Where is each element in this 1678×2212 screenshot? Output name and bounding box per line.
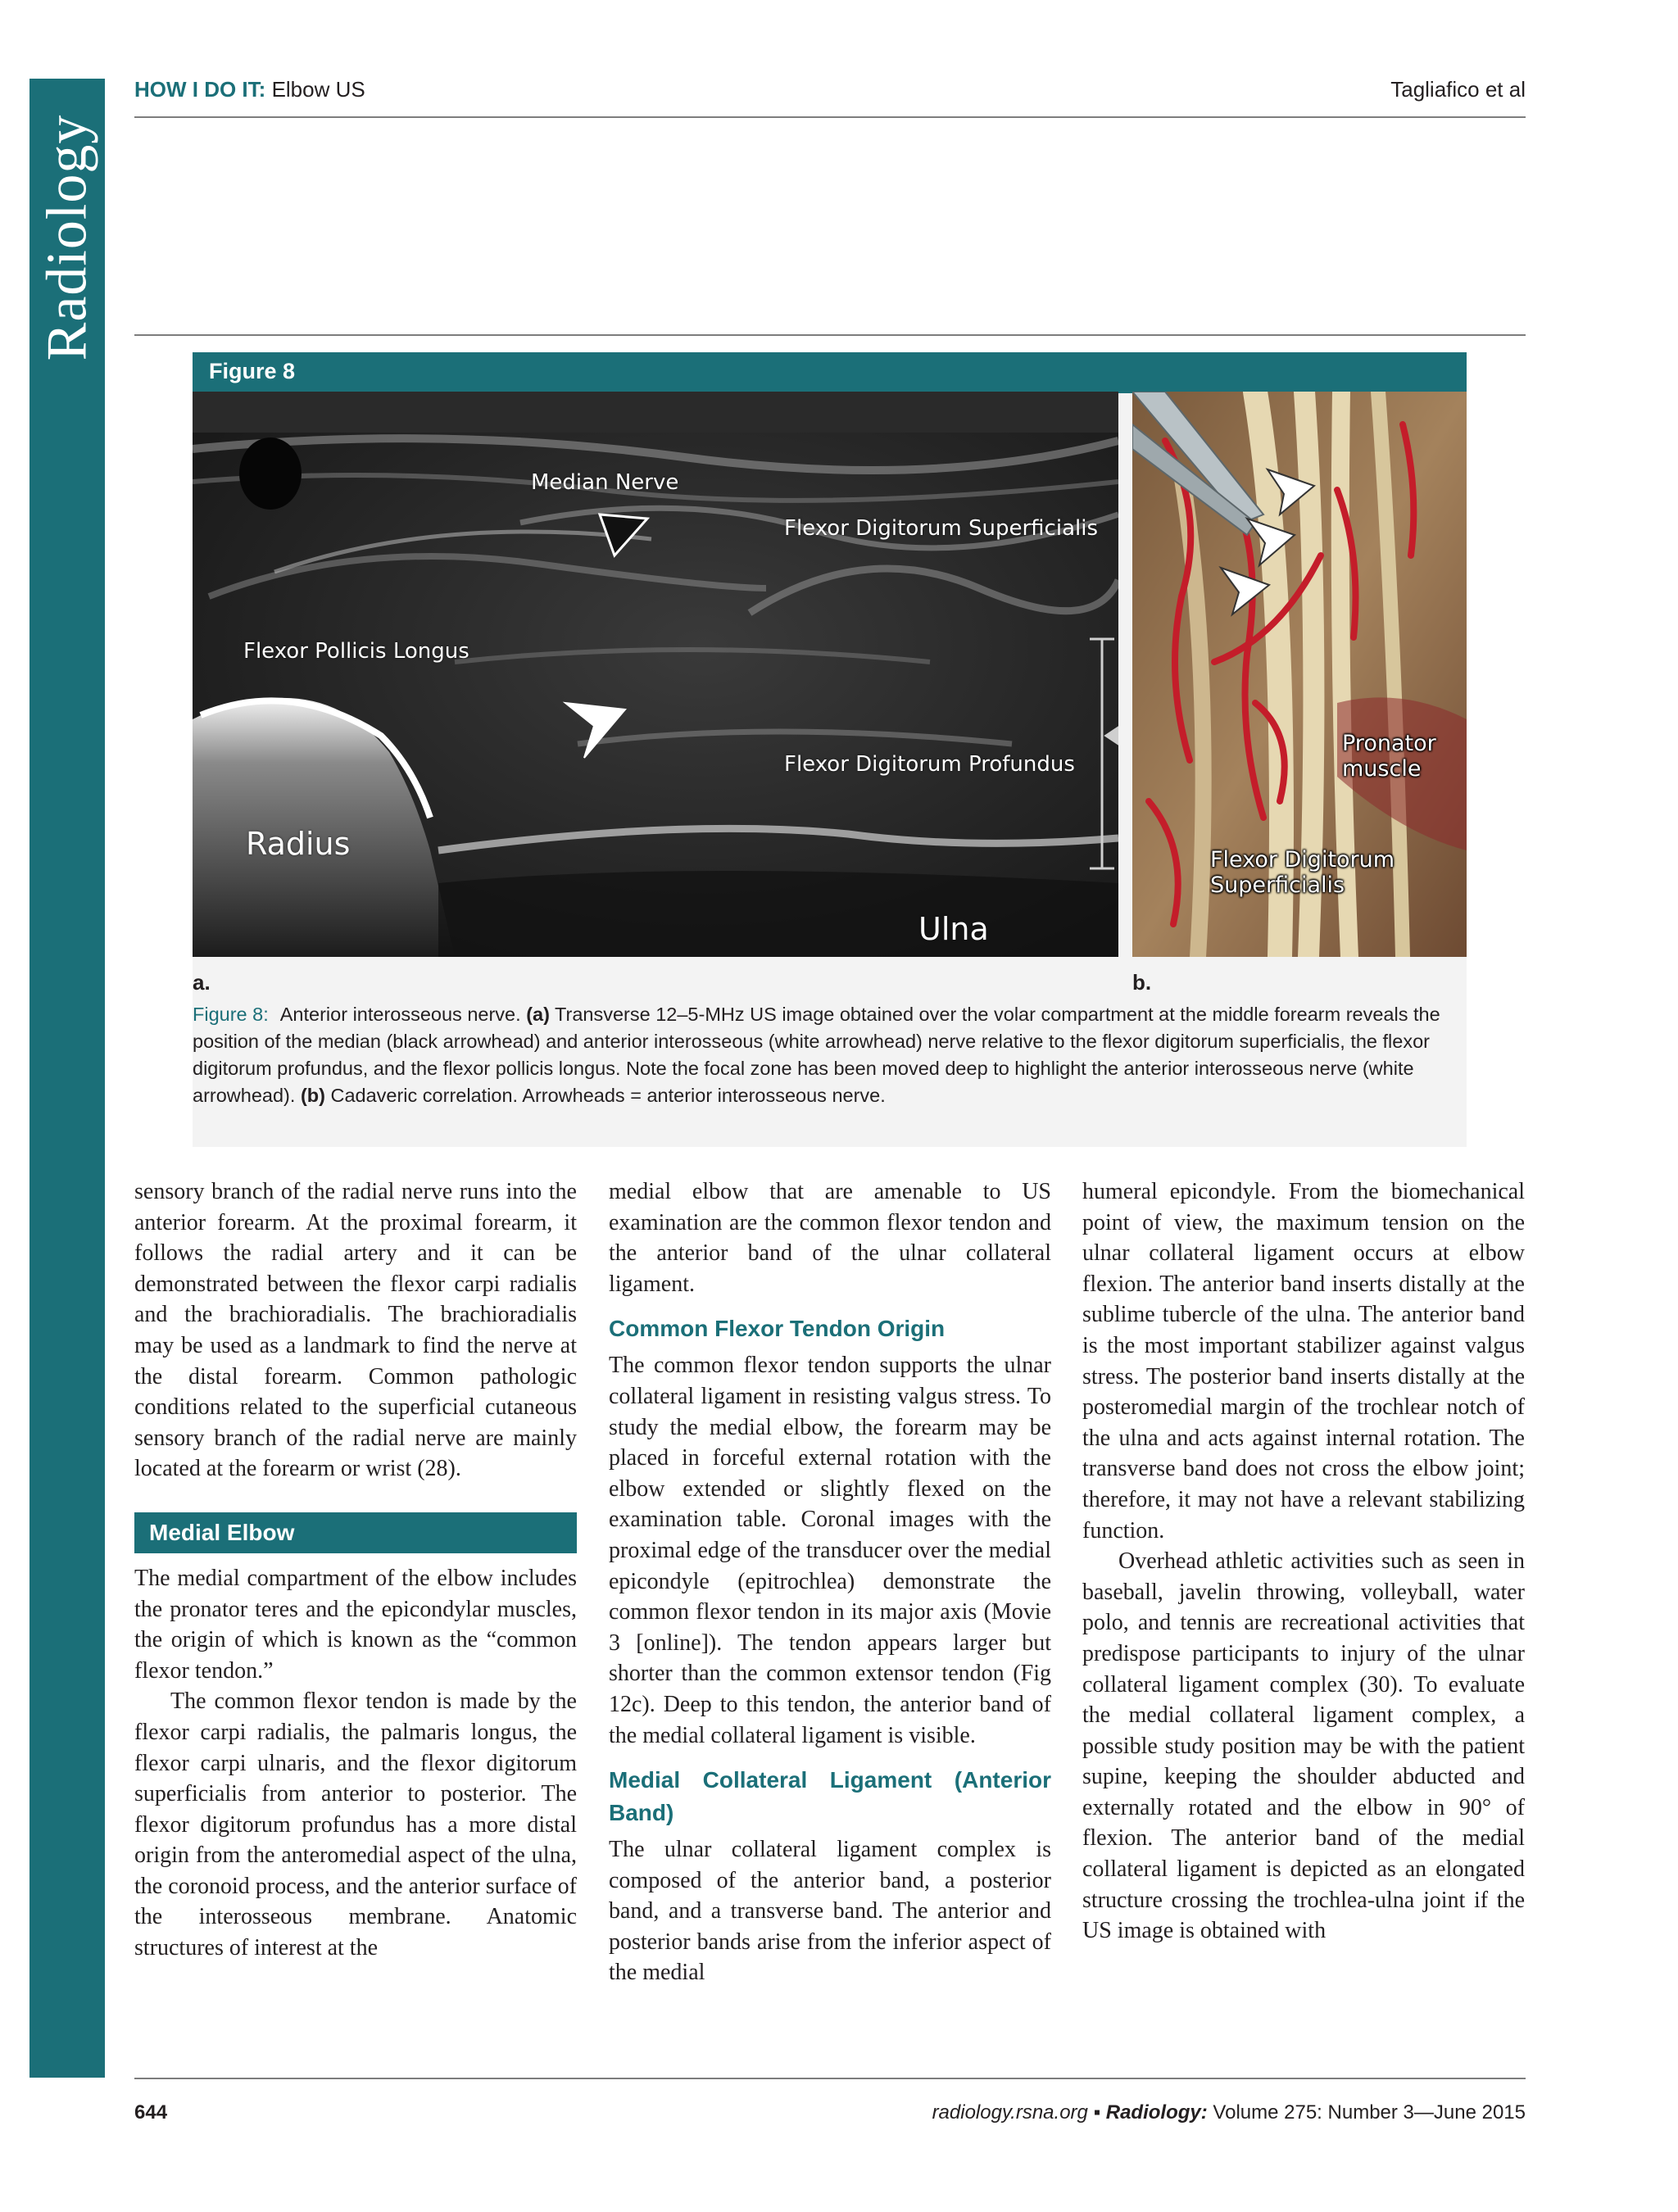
journal-spine <box>29 79 105 2078</box>
page-footer <box>134 2101 1526 2124</box>
pronator-label-line1: Pronator <box>1342 731 1436 756</box>
section-heading-medial-elbow: Medial Elbow <box>134 1512 577 1553</box>
section-title: Elbow US <box>271 77 365 102</box>
fds-label: Flexor Digitorum Superficialis <box>784 516 1098 541</box>
fdp-label: Flexor Digitorum Profundus <box>784 752 1075 777</box>
text-column-3 <box>1082 1176 1525 1947</box>
page-number: 644 <box>134 2101 168 2124</box>
panel-a-letter: a. <box>193 970 211 995</box>
paragraph: The common flexor tendon is made by the flexor carpi radialis, the palmaris longus, the flexor carpi ulnaris, and the flexor digitorum superficialis from anterior to posterior. The flexor digitorum profundus has a more distal origin from the anteromedial aspect of the ulna, the coronoid process, and the anterior surface of the interosseous membrane. Anatomic structures of interest at the <box>134 1688 577 1961</box>
figure-title: Figure 8 <box>209 359 296 383</box>
text-column-2 <box>609 1176 1051 1988</box>
footer-bullet: ▪ <box>1093 2101 1101 2124</box>
header-rule <box>134 116 1526 118</box>
journal-name: Radiology: <box>1105 2101 1208 2124</box>
median-nerve-label: Median Nerve <box>531 470 679 495</box>
panel-b-letter: b. <box>1132 970 1152 995</box>
paragraph: humeral epicondyle. From the biomechanical point of view, the maximum tension on the ulnar collateral ligament occurs at elbow flexion. The anterior band inserts distally at the sublime tubercle of the ulna. The anterior band is the most important stabilizer against valgus stress. The posterior band inserts distally at the posteromedial margin of the trochlear notch of the ulna and acts against internal rotation. The transverse band does not cross the elbow joint; therefore, it may not have a relevant stabilizing function. <box>1082 1179 1525 1543</box>
ultrasound-image <box>193 392 1118 957</box>
paragraph: medial elbow that are amenable to US examination are the common flexor tendon and the anterior band of the ulnar collateral ligament. <box>609 1179 1051 1297</box>
pronator-label-line2: muscle <box>1342 756 1422 782</box>
authors: Tagliafico et al <box>1390 77 1526 102</box>
cadaver-photo <box>1132 392 1467 957</box>
radius-label: Radius <box>246 826 351 862</box>
paragraph: Overhead athletic activities such as seen in baseball, javelin throwing, volleyball, water polo, and tennis are recreational activities that predispose participants to injury of the ulnar collateral ligament complex (30). To evaluate the medial collateral ligament complex, a possible study position may be with the patient supine, keeping the shoulder abducted and externally rotated and the elbow in 90° of flexion. The anterior band of the medial collateral ligament is depicted as an elongated structure crossing the trochlea-ulna joint if the US image is obtained with <box>1082 1548 1525 1944</box>
section-label: HOW I DO IT: <box>134 77 266 102</box>
ulna-label: Ulna <box>918 911 989 947</box>
fds-photo-label-line1: Flexor Digitorum <box>1210 847 1395 873</box>
figure-title-bar <box>193 352 1467 393</box>
running-head <box>134 77 1526 115</box>
paragraph: The medial compartment of the elbow includes the pronator teres and the epicondylar muscles, the origin of which is known as the “common flexor tendon.” <box>134 1565 577 1684</box>
text-column-1 <box>134 1176 577 1964</box>
issue-info: Volume 275: Number 3—June 2015 <box>1213 2101 1526 2124</box>
journal-spine-title: Radiology <box>35 114 98 361</box>
footer-rule <box>134 2078 1526 2079</box>
subheading-mcl: Medial Collateral Ligament (Anterior Band) <box>609 1767 1051 1826</box>
paragraph: The common flexor tendon supports the ulnar collateral ligament in resisting valgus stress. To study the medial elbow, the forearm may be placed in forceful external rotation with the elbow extended or slightly flexed on the examination table. Coronal images with the proximal edge of the transducer over the medial epicondyle (epitrochlea) demonstrate the common flexor tendon in its major axis (Movie 3 [online]). The tendon appears larger but shorter than the common extensor tendon (Fig 12c). Deep to this tendon, the anterior band of the medial collateral ligament is visible. <box>609 1353 1051 1748</box>
paragraph: sensory branch of the radial nerve runs into the anterior forearm. At the proximal forearm, it follows the radial artery and it can be demonstrated between the flexor carpi radialis and the brachioradialis. The brachioradialis may be used as a landmark to find the nerve at the distal forearm. Common pathologic conditions related to the superficial cutaneous sensory branch of the radial nerve are mainly located at the forearm or wrist (28). <box>134 1179 577 1482</box>
figure-caption: Figure 8: Anterior interosseous nerve. (a) Transverse 12–5-MHz US image obtained over the volar compartment at the middle forearm reveals the position of the median (black arrowhead) and anterior interosseous (white arrowhead) nerve relative to the flexor digitorum superficialis, the flexor digitorum profundus, and the flexor pollicis longus. Note the focal zone has been moved deep to highlight the anterior interosseous nerve (white arrowhead). (b) Cadaveric correlation. Arrowheads = anterior interosseous nerve. <box>193 1004 1440 1106</box>
fpl-label: Flexor Pollicis Longus <box>243 639 469 664</box>
paragraph: The ulnar collateral ligament complex is composed of the anterior band, a posterior band, and a transverse band. The anterior and posterior bands arise from the inferior aspect of the medial <box>609 1837 1051 1986</box>
subheading-common-flexor: Common Flexor Tendon Origin <box>609 1316 946 1342</box>
fds-photo-label-line2: Superficialis <box>1210 873 1345 898</box>
journal-url[interactable]: radiology.rsna.org <box>932 2101 1088 2124</box>
caption-label: Figure 8: <box>193 1004 269 1025</box>
figure-top-rule <box>134 334 1526 336</box>
